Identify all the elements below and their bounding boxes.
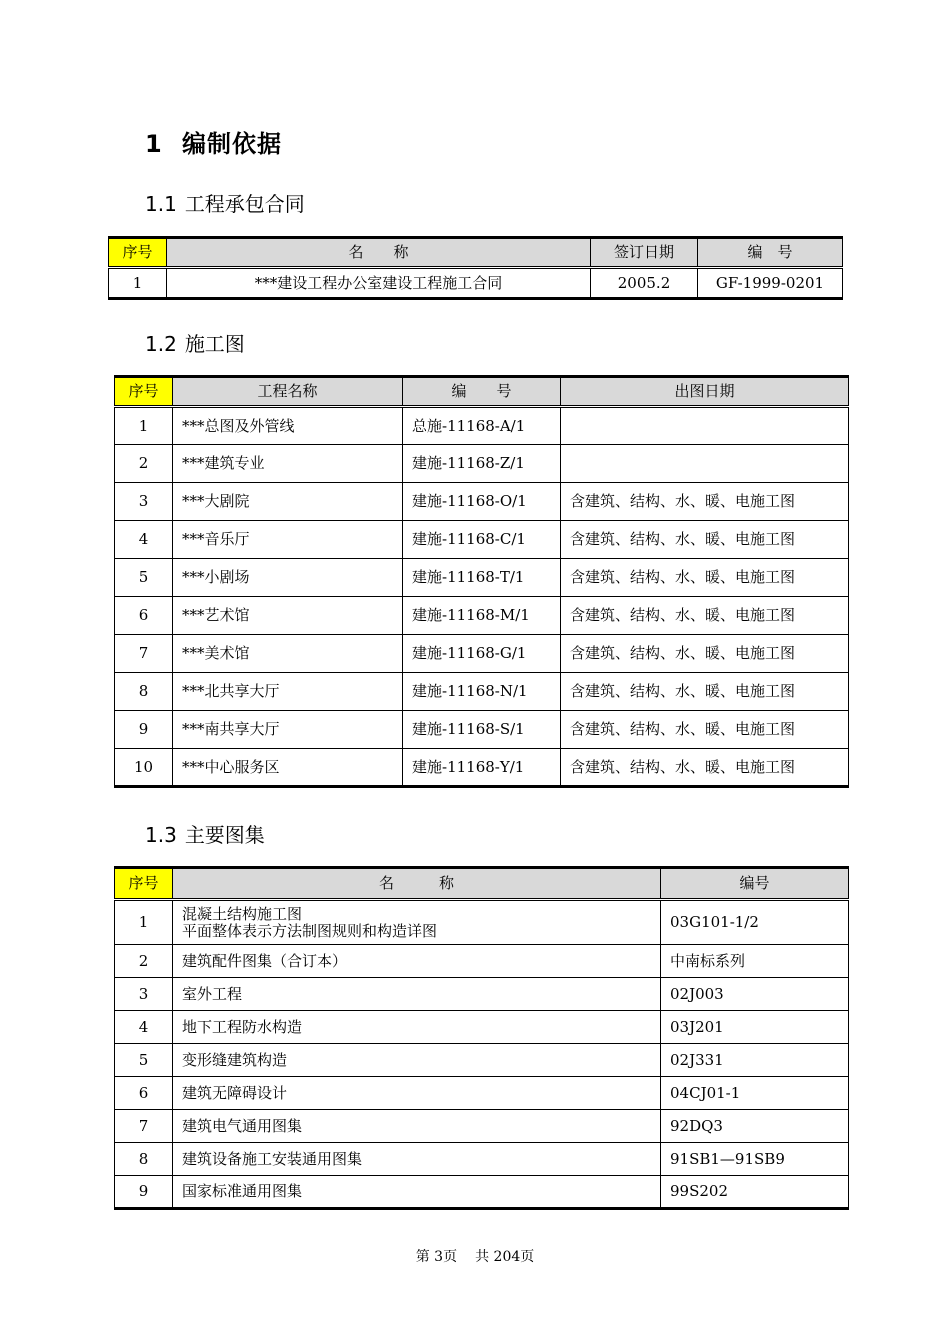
table-cell: ***艺术馆 — [173, 597, 403, 635]
header-cell: 编号 — [661, 868, 849, 900]
table-cell: 建筑无障碍设计 — [173, 1077, 661, 1110]
table-cell: 建施-11168-M/1 — [403, 597, 561, 635]
table-cell: 建施-11168-Z/1 — [403, 445, 561, 483]
table-cell: 6 — [115, 597, 173, 635]
section-number: 1.1 — [145, 192, 177, 216]
table-cell: 中南标系列 — [661, 945, 849, 978]
table-cell: 建筑电气通用图集 — [173, 1110, 661, 1143]
table-row — [115, 559, 849, 597]
table-cell: 8 — [115, 673, 173, 711]
table-cell: ***建设工程办公室建设工程施工合同 — [167, 268, 591, 299]
table-cell: ***建筑专业 — [173, 445, 403, 483]
page-footer — [0, 1246, 950, 1266]
table-cell: GF-1999-0201 — [698, 268, 843, 299]
table-cell: 2005.2 — [591, 268, 698, 299]
table-row — [115, 673, 849, 711]
table-cell: 2 — [115, 945, 173, 978]
table-cell: 变形缝建筑构造 — [173, 1044, 661, 1077]
table-cell: 4 — [115, 521, 173, 559]
table-row — [115, 1143, 849, 1176]
header-cell: 序号 — [115, 377, 173, 407]
table-cell: 2 — [115, 445, 173, 483]
table-cell: 9 — [115, 711, 173, 749]
table-cell: 建施-11168-C/1 — [403, 521, 561, 559]
table-row — [115, 1011, 849, 1044]
section-title: 施工图 — [184, 332, 245, 356]
heading-1-number: 1 — [145, 130, 163, 158]
header-cell: 出图日期 — [561, 377, 849, 407]
table-cell: 5 — [115, 1044, 173, 1077]
heading-1-3 — [145, 819, 265, 848]
table-cell: 总施-11168-A/1 — [403, 407, 561, 445]
table-cell: 02J331 — [661, 1044, 849, 1077]
table-row — [115, 483, 849, 521]
table-cell: 1 — [109, 268, 167, 299]
table-cell: 建筑配件图集（合订本） — [173, 945, 661, 978]
table-cell: 04CJ01-1 — [661, 1077, 849, 1110]
drawings-table-body — [115, 407, 849, 787]
table-cell: 建施-11168-Y/1 — [403, 749, 561, 787]
table-cell: ***小剧场 — [173, 559, 403, 597]
table-cell: 建施-11168-T/1 — [403, 559, 561, 597]
table-cell: 4 — [115, 1011, 173, 1044]
table-cell: ***北共享大厅 — [173, 673, 403, 711]
section-number: 1.2 — [145, 332, 177, 356]
table-row — [115, 1077, 849, 1110]
table-cell: ***大剧院 — [173, 483, 403, 521]
table-row — [115, 407, 849, 445]
heading-1-title: 编制依据 — [182, 130, 282, 158]
header-cell: 序号 — [109, 238, 167, 268]
header-cell: 序号 — [115, 868, 173, 900]
heading-1-2 — [145, 328, 245, 357]
atlas-table-body — [115, 900, 849, 1209]
table-cell — [561, 407, 849, 445]
table-cell: 国家标准通用图集 — [173, 1176, 661, 1209]
header-cell: 签订日期 — [591, 238, 698, 268]
table-cell: ***南共享大厅 — [173, 711, 403, 749]
header-cell: 名 称 — [173, 868, 661, 900]
heading-1 — [145, 124, 282, 159]
table-row — [115, 521, 849, 559]
table-cell: 含建筑、结构、水、暖、电施工图 — [561, 559, 849, 597]
table-row — [115, 900, 849, 945]
table-cell: ***总图及外管线 — [173, 407, 403, 445]
table-row — [109, 268, 843, 299]
page-number: 第 3页 — [415, 1249, 458, 1265]
table-cell: 建筑设备施工安装通用图集 — [173, 1143, 661, 1176]
atlas-table — [114, 866, 849, 1210]
table-cell: 7 — [115, 635, 173, 673]
table-cell: 含建筑、结构、水、暖、电施工图 — [561, 711, 849, 749]
section-title: 工程承包合同 — [184, 192, 305, 216]
header-cell: 名 称 — [167, 238, 591, 268]
table-cell: 7 — [115, 1110, 173, 1143]
table-row — [115, 1176, 849, 1209]
table-row — [115, 597, 849, 635]
section-number: 1.3 — [145, 823, 177, 847]
table-cell: ***美术馆 — [173, 635, 403, 673]
page-total: 共 204页 — [475, 1249, 535, 1265]
table-row — [115, 635, 849, 673]
table-row — [115, 445, 849, 483]
table-cell: 含建筑、结构、水、暖、电施工图 — [561, 483, 849, 521]
table-row — [115, 1044, 849, 1077]
table-cell: 地下工程防水构造 — [173, 1011, 661, 1044]
table-cell: 3 — [115, 483, 173, 521]
table-cell — [561, 445, 849, 483]
contract-table — [108, 236, 843, 300]
table-cell: 6 — [115, 1077, 173, 1110]
table-cell: 含建筑、结构、水、暖、电施工图 — [561, 673, 849, 711]
table-cell: 含建筑、结构、水、暖、电施工图 — [561, 521, 849, 559]
table-cell: 建施-11168-N/1 — [403, 673, 561, 711]
table-cell: 建施-11168-S/1 — [403, 711, 561, 749]
table-header-row — [115, 868, 849, 900]
header-cell: 编 号 — [403, 377, 561, 407]
table-cell: 混凝土结构施工图 平面整体表示方法制图规则和构造详图 — [173, 900, 661, 945]
table-cell: ***中心服务区 — [173, 749, 403, 787]
table-cell: 1 — [115, 407, 173, 445]
drawings-table — [114, 375, 849, 788]
table-cell: 9 — [115, 1176, 173, 1209]
header-cell: 编 号 — [698, 238, 843, 268]
table-row — [115, 711, 849, 749]
table-row — [115, 945, 849, 978]
section-title: 主要图集 — [184, 823, 265, 847]
header-cell: 工程名称 — [173, 377, 403, 407]
table-row — [115, 978, 849, 1011]
table-cell: 3 — [115, 978, 173, 1011]
table-cell: 1 — [115, 900, 173, 945]
table-cell: 含建筑、结构、水、暖、电施工图 — [561, 597, 849, 635]
table-cell: 02J003 — [661, 978, 849, 1011]
table-cell: 8 — [115, 1143, 173, 1176]
table-cell: 91SB1—91SB9 — [661, 1143, 849, 1176]
table-cell: 92DQ3 — [661, 1110, 849, 1143]
table-header-row — [109, 238, 843, 268]
table-cell: 03J201 — [661, 1011, 849, 1044]
table-cell: 含建筑、结构、水、暖、电施工图 — [561, 749, 849, 787]
table-cell: 10 — [115, 749, 173, 787]
table-row — [115, 749, 849, 787]
table-cell: 室外工程 — [173, 978, 661, 1011]
table-cell: 建施-11168-O/1 — [403, 483, 561, 521]
table-cell: 建施-11168-G/1 — [403, 635, 561, 673]
table-cell: 5 — [115, 559, 173, 597]
table-cell: 含建筑、结构、水、暖、电施工图 — [561, 635, 849, 673]
heading-1-1 — [145, 188, 305, 217]
table-cell: 99S202 — [661, 1176, 849, 1209]
table-cell: ***音乐厅 — [173, 521, 403, 559]
table-header-row — [115, 377, 849, 407]
table-row — [115, 1110, 849, 1143]
table-cell: 03G101-1/2 — [661, 900, 849, 945]
